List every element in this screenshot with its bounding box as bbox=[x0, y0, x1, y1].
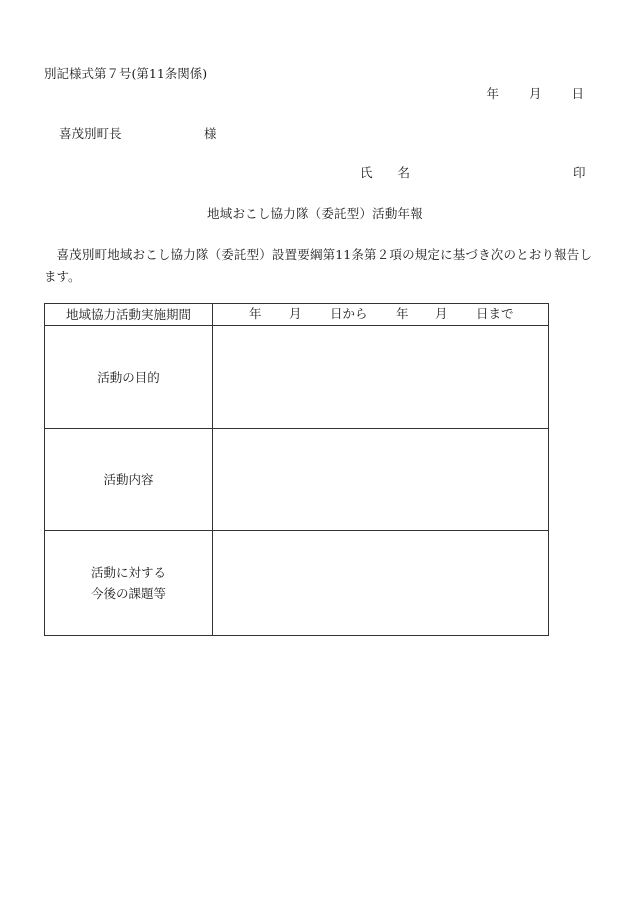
row-label-issues bbox=[45, 531, 213, 636]
date-month-label: 月 bbox=[528, 86, 542, 101]
body-text: 喜茂別町地域おこし協力隊（委託型）設置要綱第11条第２項の規定に基づき次のとおり報告します。 bbox=[44, 247, 592, 284]
purpose-field[interactable] bbox=[213, 326, 549, 429]
period-month1: 月 bbox=[289, 306, 302, 321]
period-day-to: 日まで bbox=[476, 306, 514, 321]
activity-report-table bbox=[44, 303, 549, 636]
document-title: 地域おこし協力隊（委託型）活動年報 bbox=[207, 206, 423, 221]
period-content bbox=[213, 305, 548, 324]
date-day-label: 日 bbox=[571, 86, 584, 101]
period-year1: 年 bbox=[249, 306, 262, 321]
period-row bbox=[45, 304, 549, 326]
period-month2: 月 bbox=[435, 306, 448, 321]
date-year-label: 年 bbox=[486, 86, 499, 101]
date-line bbox=[486, 88, 584, 101]
table-row bbox=[45, 326, 549, 429]
period-label: 地域協力活動実施期間 bbox=[45, 304, 213, 326]
applicant-name-label: 氏 名 bbox=[360, 165, 411, 180]
form-number: 別記様式第７号(第11条関係) bbox=[44, 66, 208, 81]
period-day-from: 日から bbox=[330, 306, 368, 321]
row-label-line: 活動内容 bbox=[103, 472, 154, 487]
row-label-content bbox=[45, 429, 213, 531]
addressee: 喜茂別町長 bbox=[59, 126, 122, 141]
row-label-line: 活動に対する bbox=[90, 565, 166, 580]
table-row bbox=[45, 531, 549, 636]
row-label-line: 今後の課題等 bbox=[90, 586, 166, 601]
issues-field[interactable] bbox=[213, 531, 549, 636]
content-field[interactable] bbox=[213, 429, 549, 531]
table-row bbox=[45, 429, 549, 531]
period-year2: 年 bbox=[396, 306, 409, 321]
seal-label: 印 bbox=[573, 165, 586, 180]
honorific: 様 bbox=[204, 126, 217, 141]
period-field[interactable] bbox=[213, 304, 549, 326]
row-label-purpose bbox=[45, 326, 213, 429]
row-label-line: 活動の目的 bbox=[97, 369, 160, 385]
